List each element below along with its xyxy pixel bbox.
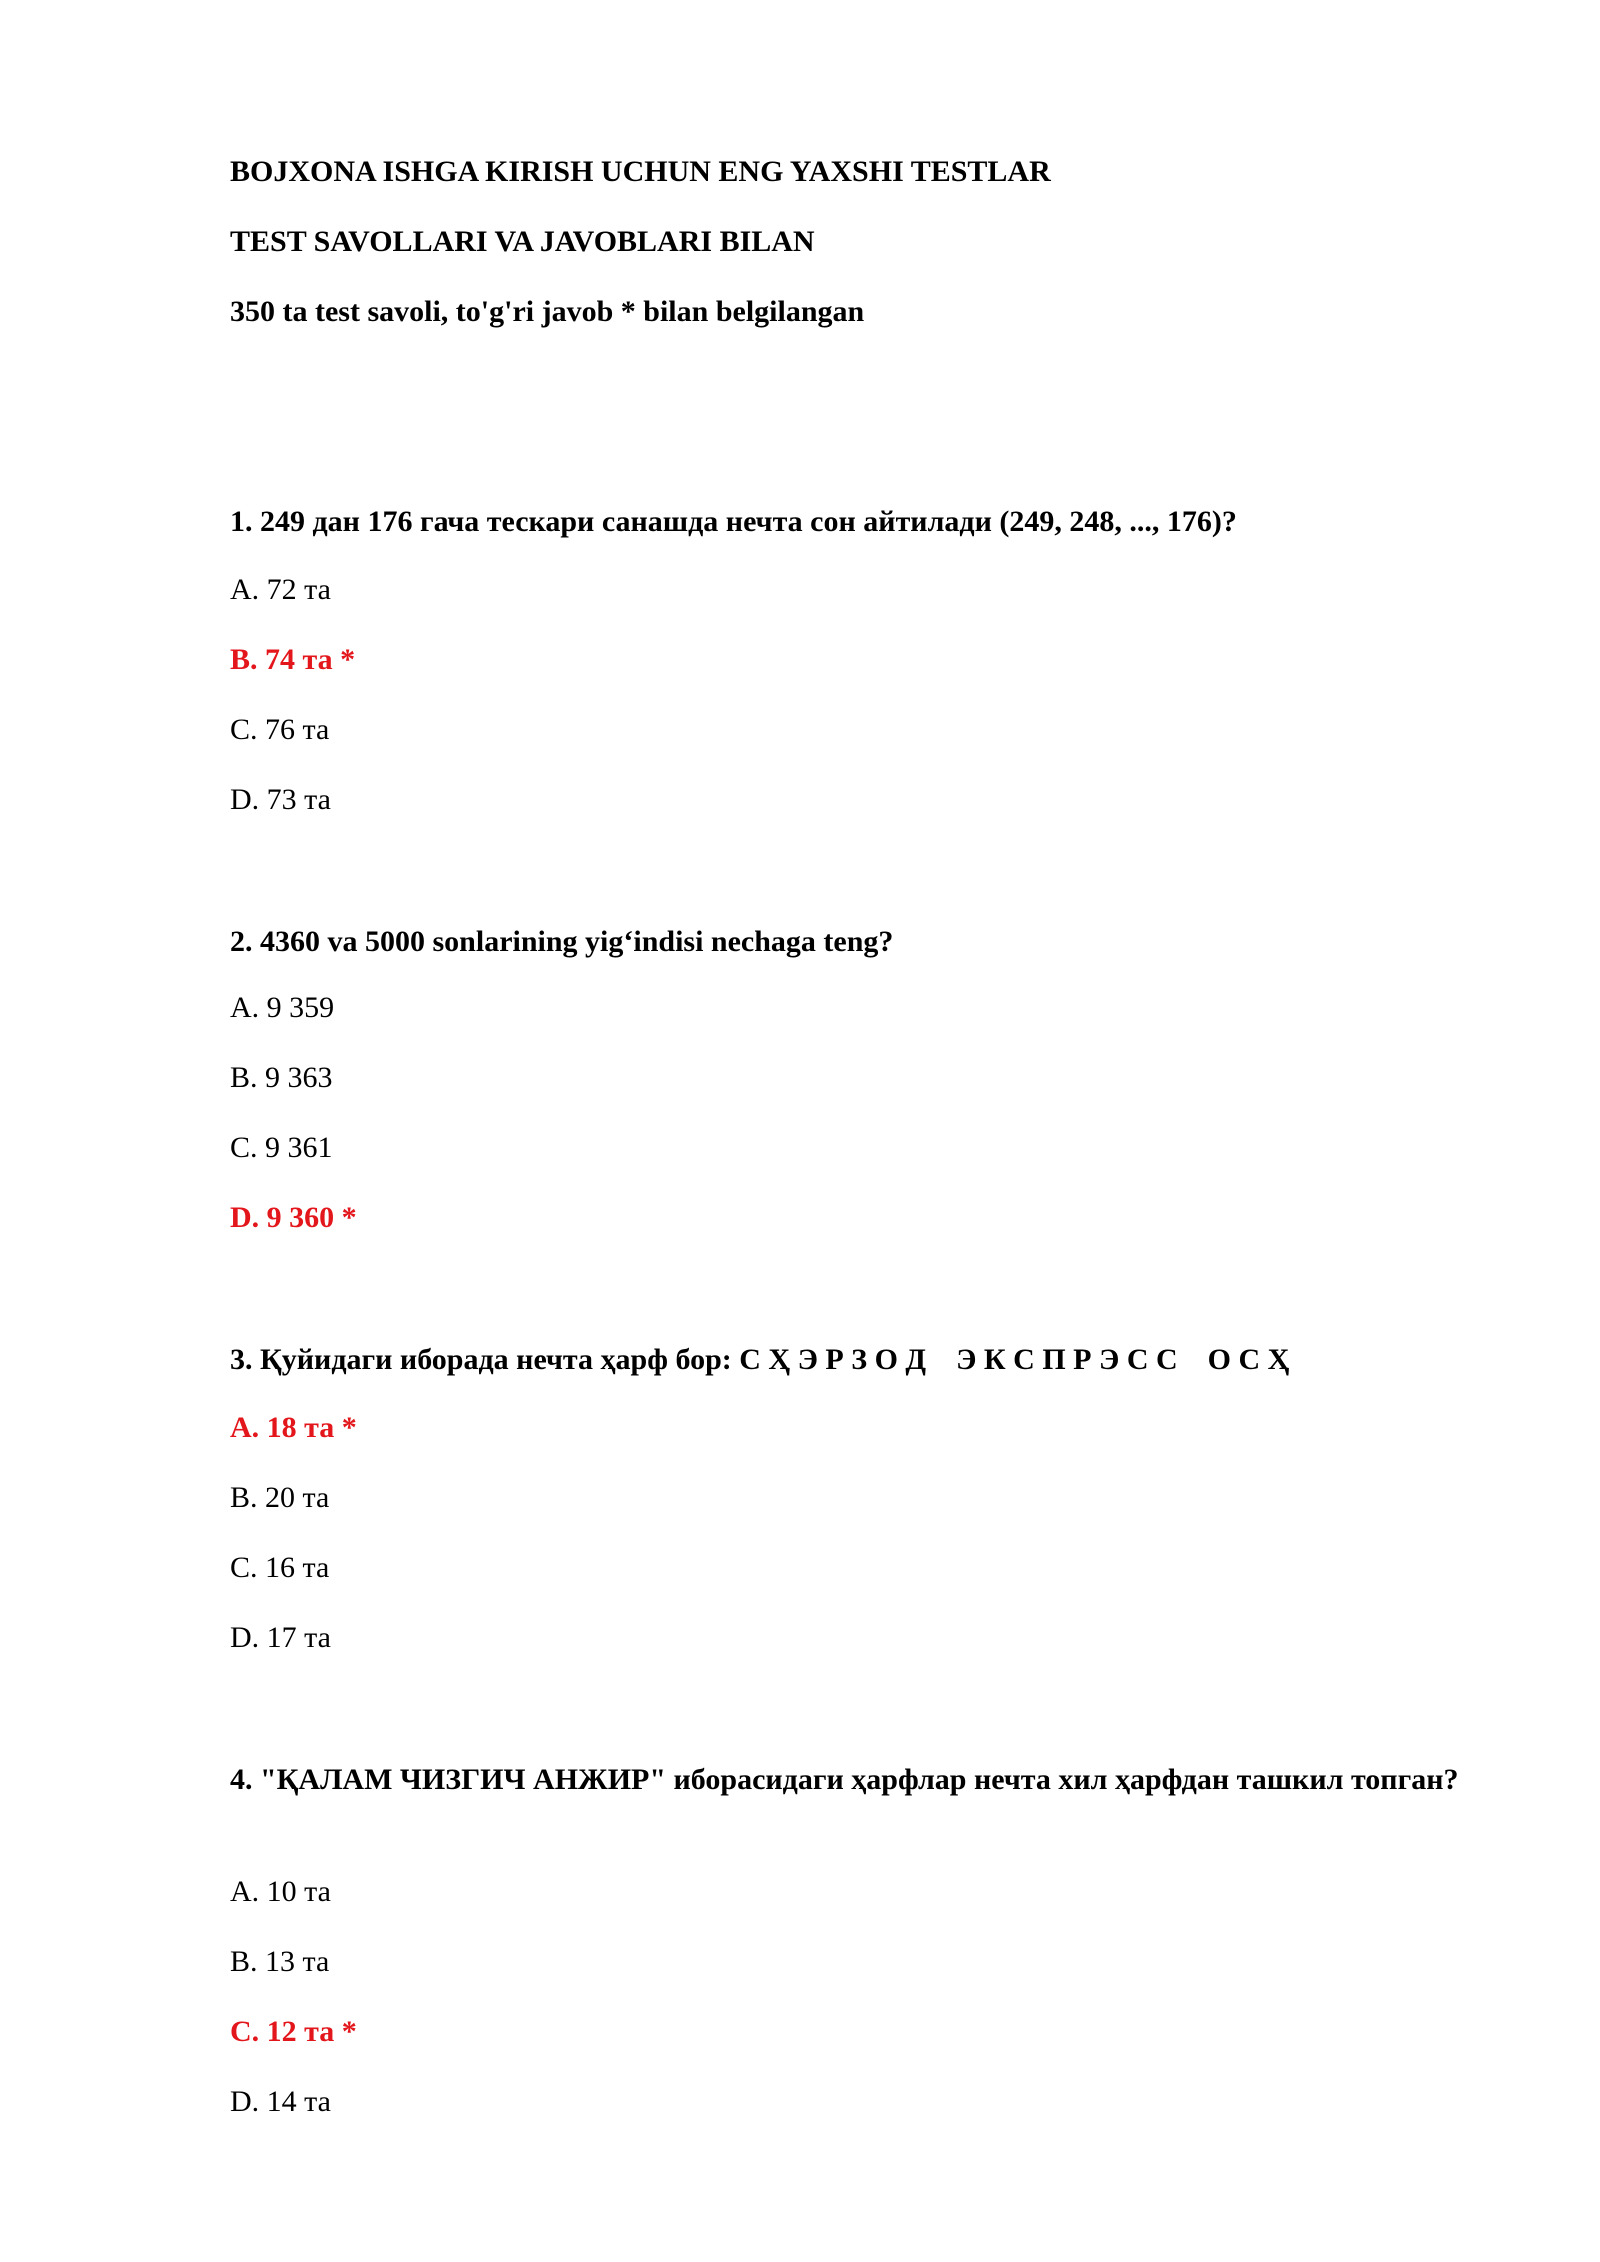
question-2-option-d-correct: D. 9 360 * <box>230 1201 357 1234</box>
question-4-option-b: B. 13 та <box>230 1945 330 1978</box>
question-3-option-d: D. 17 та <box>230 1621 331 1654</box>
question-4-option-a: A. 10 та <box>230 1875 331 1908</box>
question-1: 1. 249 дан 176 гача тескари санашда нечта сон айтилади (249, 248, ..., 176)? <box>230 505 1237 538</box>
document-note: 350 ta test savoli, to'g'ri javob * bilan belgilangan <box>230 295 865 328</box>
question-3-option-a-correct: A. 18 та * <box>230 1411 357 1444</box>
question-3: 3. Қуйидаги иборада нечта ҳарф бор: С Ҳ Э Р З О Д Э К С П Р Э С С О С Ҳ <box>230 1343 1290 1376</box>
question-2-option-b: B. 9 363 <box>230 1061 333 1094</box>
question-2: 2. 4360 va 5000 sonlarining yig‘indisi nechaga teng? <box>230 925 894 958</box>
question-1-option-b-correct: B. 74 та * <box>230 643 356 676</box>
question-1-option-d: D. 73 та <box>230 783 331 816</box>
question-2-option-c: C. 9 361 <box>230 1131 333 1164</box>
document-subtitle: TEST SAVOLLARI VA JAVOBLARI BILAN <box>230 225 815 258</box>
question-3-option-c: C. 16 та <box>230 1551 330 1584</box>
question-4-option-c-correct: C. 12 та * <box>230 2015 357 2048</box>
question-1-option-a: A. 72 та <box>230 573 331 606</box>
question-3-option-b: B. 20 та <box>230 1481 330 1514</box>
document-title: BOJXONA ISHGA KIRISH UCHUN ENG YAXSHI TESTLAR <box>230 155 1051 188</box>
question-1-option-c: C. 76 та <box>230 713 330 746</box>
question-4-option-d: D. 14 та <box>230 2085 331 2118</box>
question-2-option-a: A. 9 359 <box>230 991 335 1024</box>
question-4: 4. "ҚАЛАМ ЧИЗГИЧ АНЖИР" иборасидаги ҳарфлар нечта хил ҳарфдан ташкил топган? <box>230 1763 1459 1796</box>
